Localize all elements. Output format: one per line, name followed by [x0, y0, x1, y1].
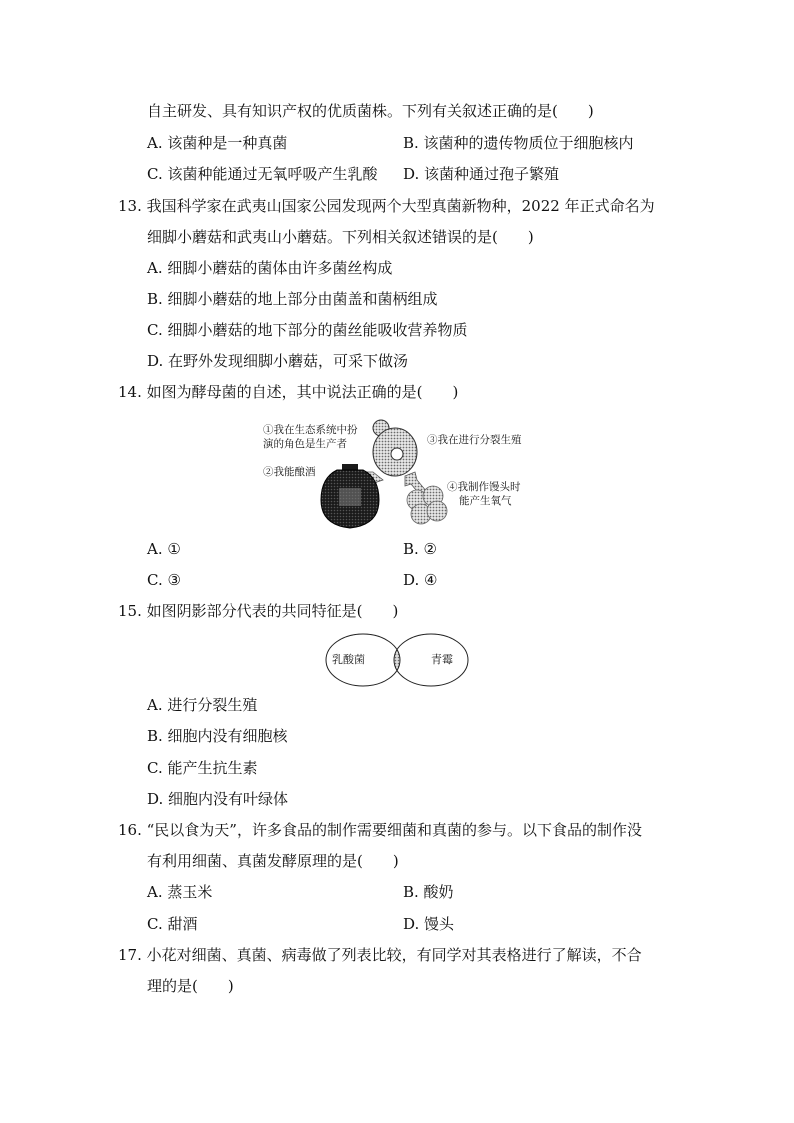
- q12-option-b[interactable]: B. 该菌种的遗传物质位于细胞核内: [403, 134, 634, 152]
- q15-option-b[interactable]: B. 细胞内没有细胞核: [147, 727, 288, 745]
- q14-option-b[interactable]: B. ②: [403, 540, 438, 558]
- q12-option-a[interactable]: A. 该菌种是一种真菌: [147, 134, 288, 152]
- q16-stem-line1: 16. “民以食为天”，许多食品的制作需要细菌和真菌的参与。以下食品的制作没: [118, 821, 642, 839]
- q13-stem-line2: 细脚小蘑菇和武夷山小蘑菇。下列相关叙述错误的是( ): [147, 228, 534, 246]
- q15-option-c[interactable]: C. 能产生抗生素: [147, 759, 258, 777]
- figure-label-4-line2: 能产生氧气: [459, 495, 512, 507]
- q16-option-b[interactable]: B. 酸奶: [403, 883, 454, 901]
- q16-stem-line2: 有利用细菌、真菌发酵原理的是( ): [147, 852, 399, 870]
- q16-option-d[interactable]: D. 馒头: [403, 915, 455, 933]
- q14-option-a[interactable]: A. ①: [147, 540, 181, 558]
- q16-option-a[interactable]: A. 蒸玉米: [147, 883, 213, 901]
- q15-option-d[interactable]: D. 细胞内没有叶绿体: [147, 790, 289, 808]
- venn-left-label: 乳酸菌: [332, 653, 365, 666]
- figure-label-2: ②我能酿酒: [263, 466, 316, 478]
- figure-label-1-line2: 演的角色是生产者: [263, 438, 347, 450]
- q15-stem: 15. 如图阴影部分代表的共同特征是( ): [118, 602, 399, 620]
- q13-option-d[interactable]: D. 在野外发现细脚小蘑菇，可采下做汤: [147, 352, 409, 370]
- q13-option-c[interactable]: C. 细脚小蘑菇的地下部分的菌丝能吸收营养物质: [147, 321, 468, 339]
- figure-label-4-line1: ④我制作馒头时: [447, 481, 521, 493]
- steamed-bun-icon: [407, 486, 447, 524]
- venn-diagram: [325, 632, 470, 688]
- q16-option-c[interactable]: C. 甜酒: [147, 915, 198, 933]
- q14-stem: 14. 如图为酵母菌的自述，其中说法正确的是( ): [118, 383, 459, 401]
- q12-stem-tail: 自主研发、具有知识产权的优质菌株。下列有关叙述正确的是( ): [147, 102, 594, 120]
- q13-option-b[interactable]: B. 细脚小蘑菇的地上部分由菌盖和菌柄组成: [147, 290, 438, 308]
- q14-option-c[interactable]: C. ③: [147, 571, 181, 589]
- q12-option-d[interactable]: D. 该菌种通过孢子繁殖: [403, 165, 560, 183]
- q14-option-d[interactable]: D. ④: [403, 571, 438, 589]
- figure-label-1-line1: ①我在生态系统中扮: [263, 424, 358, 436]
- venn-right-label: 青霉: [431, 653, 453, 666]
- yeast-figure: [255, 410, 540, 535]
- q12-option-c[interactable]: C. 该菌种能通过无氧呼吸产生乳酸: [147, 165, 378, 183]
- q13-stem-line1: 13. 我国科学家在武夷山国家公园发现两个大型真菌新物种，2022 年正式命名为: [118, 197, 655, 215]
- q17-stem-line2: 理的是( ): [147, 977, 234, 995]
- yeast-cell-icon: [373, 420, 417, 476]
- q17-stem-line1: 17. 小花对细菌、真菌、病毒做了列表比较，有同学对其表格进行了解读，不合: [118, 946, 642, 964]
- q13-option-a[interactable]: A. 细脚小蘑菇的菌体由许多菌丝构成: [147, 259, 393, 277]
- figure-label-3: ③我在进行分裂生殖: [427, 434, 522, 446]
- q15-option-a[interactable]: A. 进行分裂生殖: [147, 696, 258, 714]
